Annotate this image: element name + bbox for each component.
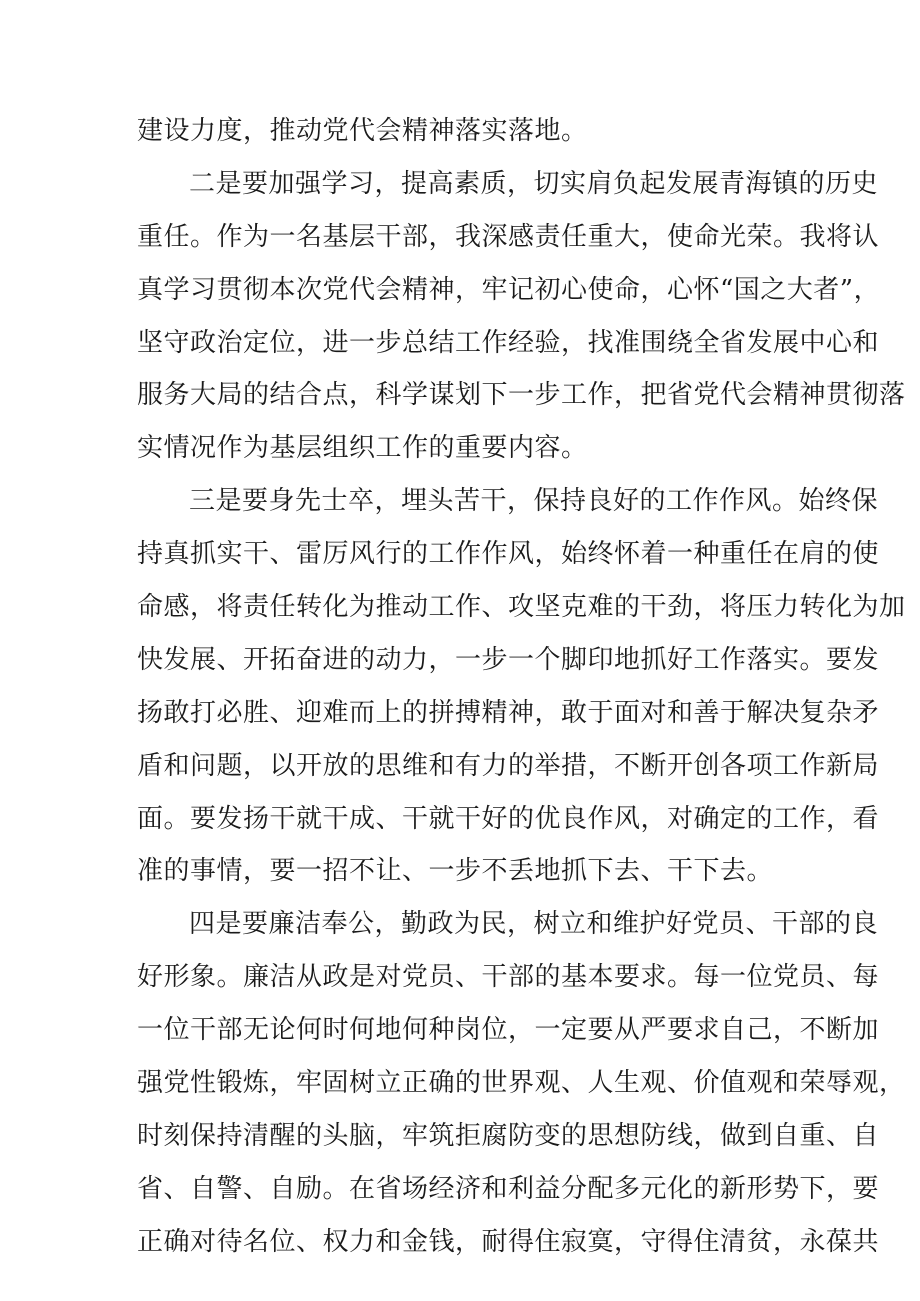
text-line: 服务大局的结合点，科学谋划下一步工作，把省党代会精神贯彻落 [137,380,906,411]
text-line: 建设力度，推动党代会精神落实落地。 [137,116,588,146]
paragraph-start-line: 二是要加强学习，提高素质，切实肩负起发展青海镇的历史 [189,168,879,199]
paragraph-start-line: 三是要身先士卒，埋头苦干，保持良好的工作作风。始终保 [189,486,879,517]
text-line: 准的事情，要一招不让、一步不丢地抓下去、干下去。 [137,856,774,887]
text-line: 重任。作为一名基层干部，我深感责任重大，使命光荣。我将认 [137,221,880,252]
text-line: 真学习贯彻本次党代会精神，牢记初心使命，心怀“国之大者”， [137,274,881,305]
text-line: 持真抓实干、雷厉风行的工作作风，始终怀着一种重任在肩的使 [137,539,880,570]
text-line: 面。要发扬干就干成、干就干好的优良作风，对确定的工作，看 [137,803,880,834]
body-text [137,105,906,1269]
text-line: 盾和问题，以开放的思维和有力的举措，不断开创各项工作新局 [137,750,880,781]
text-line: 扬敢打必胜、迎难而上的拼搏精神，敢于面对和善于解决复杂矛 [137,697,880,728]
text-line: 命感，将责任转化为推动工作、攻坚克难的干劲，将压力转化为加 [137,592,906,623]
paragraph-start-line: 四是要廉洁奉公，勤政为民，树立和维护好党员、干部的良 [189,909,879,940]
text-line: 时刻保持清醒的头脑，牢筑拒腐防变的思想防线，做到自重、自 [137,1120,880,1151]
text-line: 好形象。廉洁从政是对党员、干部的基本要求。每一位党员、每 [137,962,880,993]
text-line: 实情况作为基层组织工作的重要内容。 [137,433,588,464]
text-line: 快发展、开拓奋进的动力，一步一个脚印地抓好工作落实。要发 [137,644,880,675]
text-line: 坚守政治定位，进一步总结工作经验，找准围绕全省发展中心和 [137,327,880,358]
text-line: 强党性锻炼，牢固树立正确的世界观、人生观、价值观和荣辱观， [137,1068,906,1099]
text-line: 一位干部无论何时何地何种岗位，一定要从严要求自己，不断加 [137,1015,880,1046]
text-line: 省、自警、自励。在省场经济和利益分配多元化的新形势下，要 [137,1173,880,1204]
text-line: 正确对待名位、权力和金钱，耐得住寂寞，守得住清贫，永葆共 [137,1226,880,1257]
